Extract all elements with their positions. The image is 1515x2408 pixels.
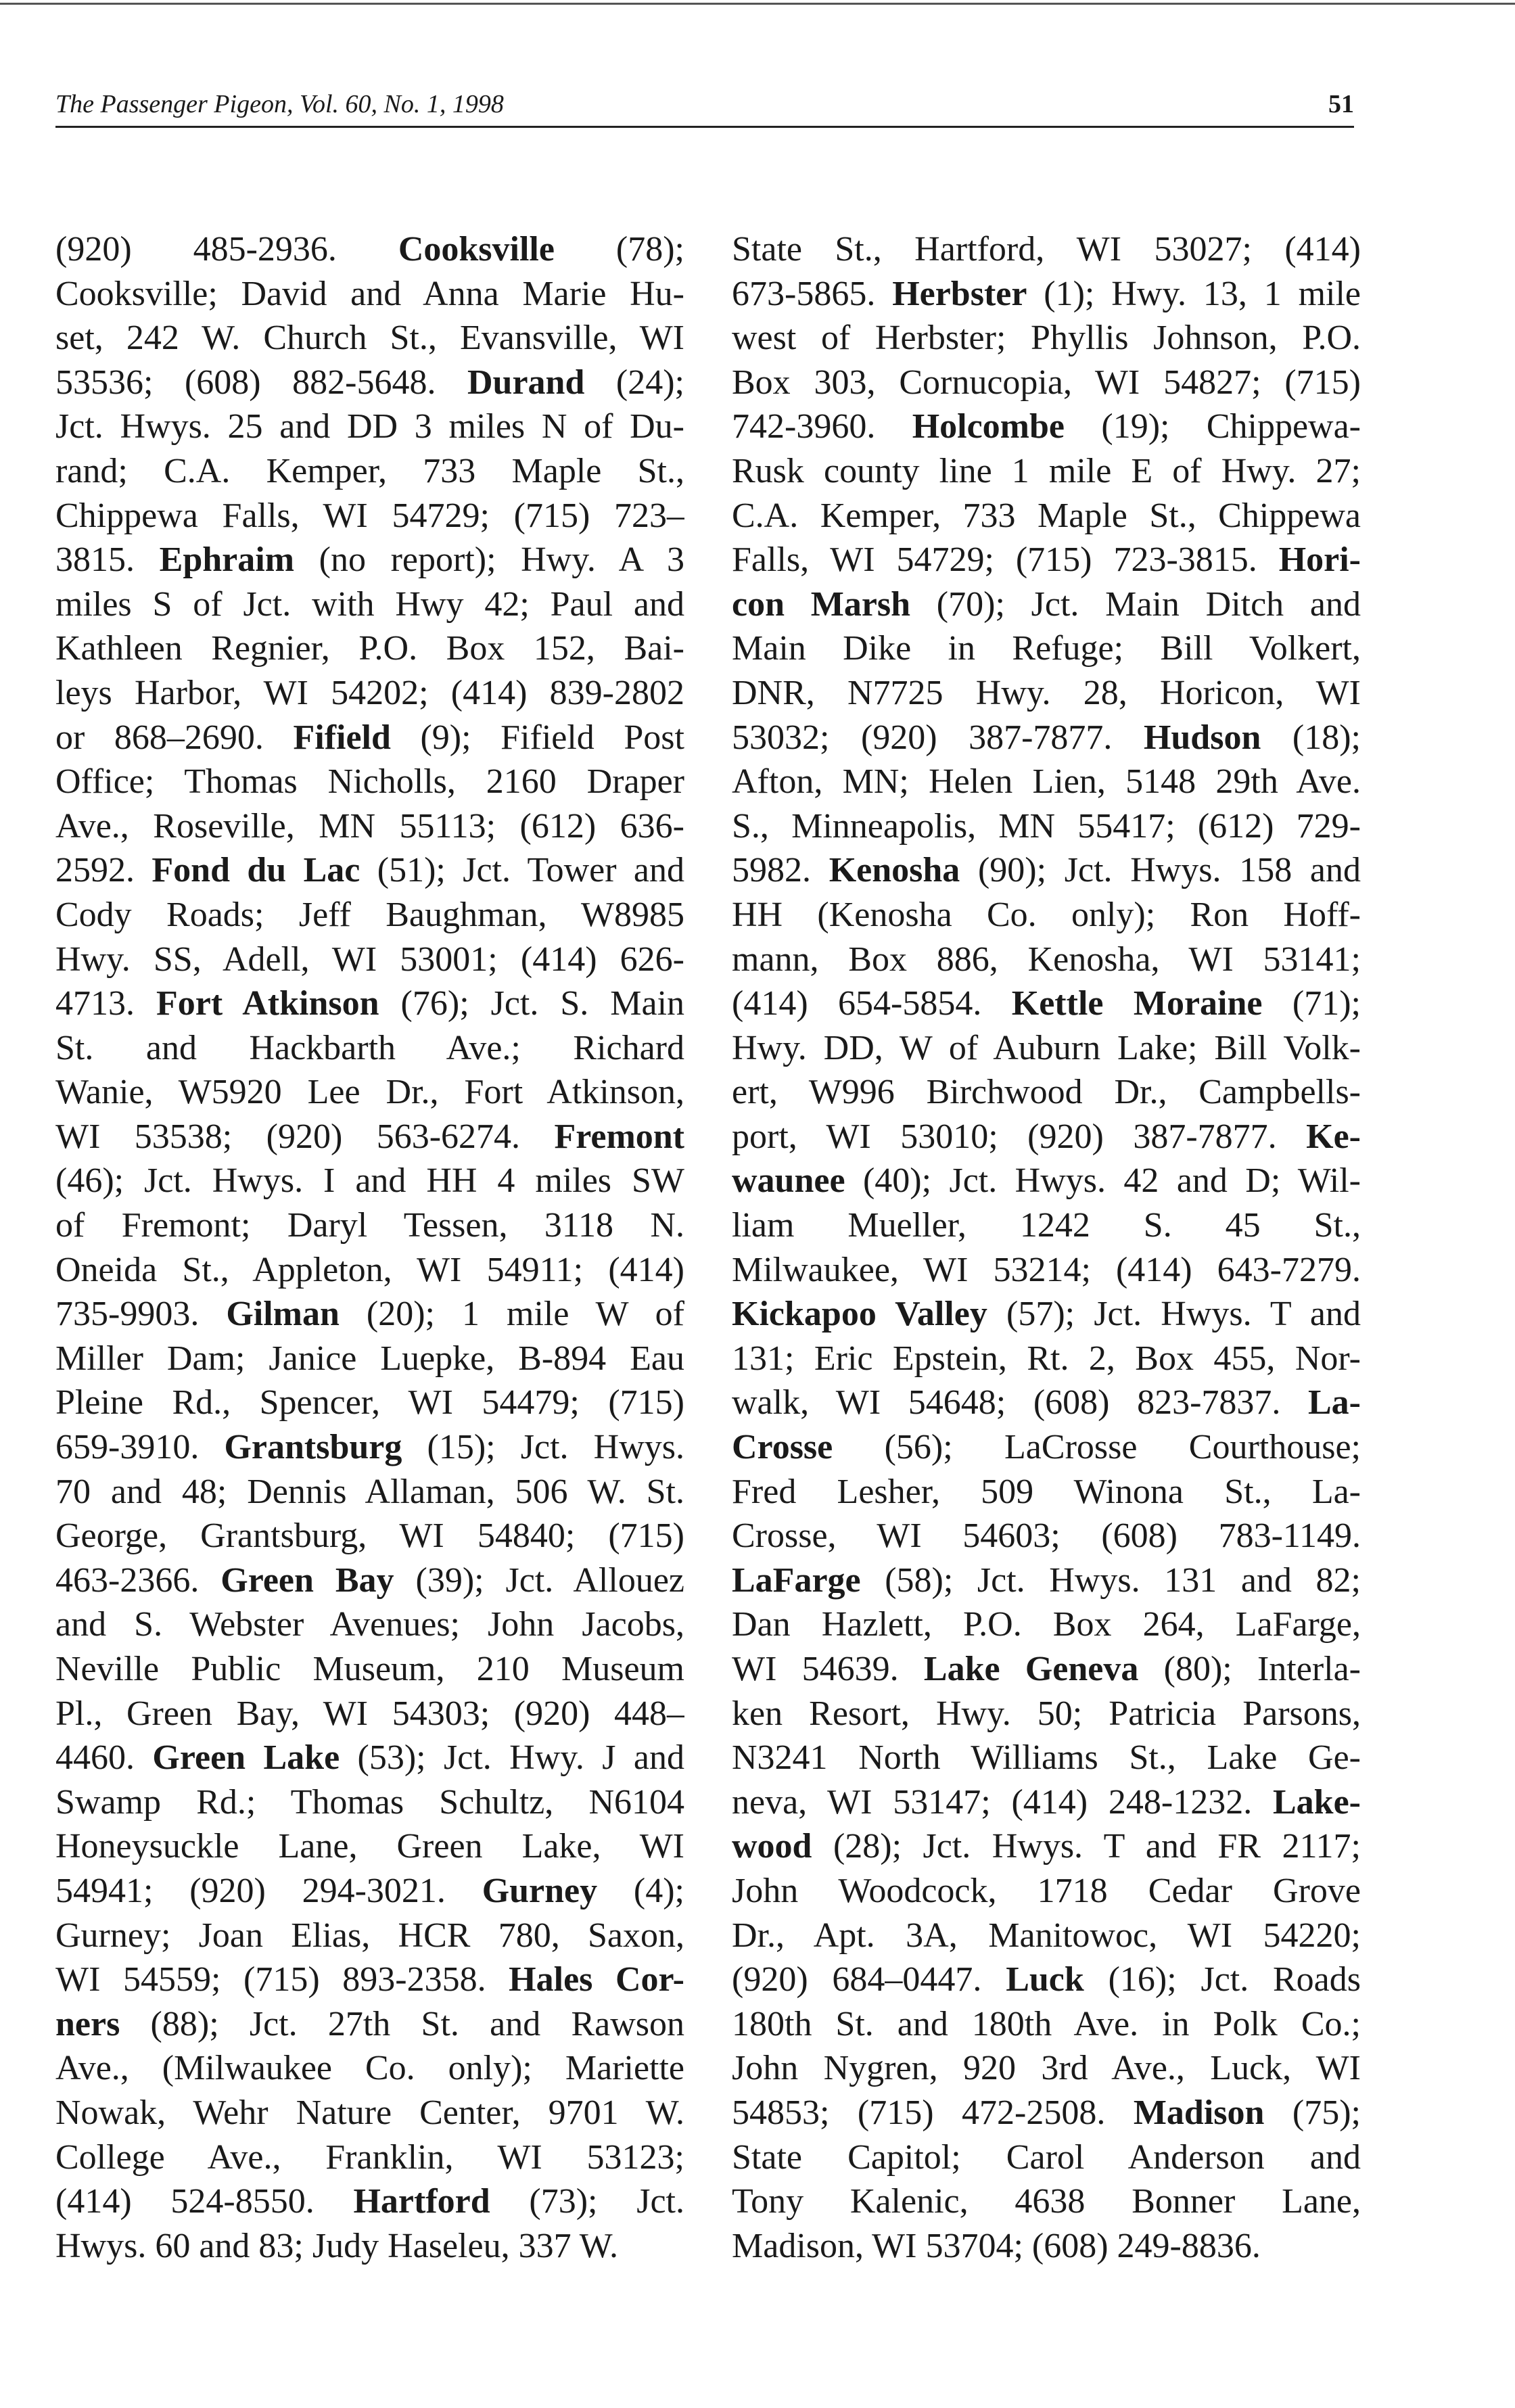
text-line <box>732 1070 1361 1115</box>
text-line <box>732 1558 1361 1603</box>
line-text: Main Dike in Refuge; Bill Volkert, <box>732 629 1361 668</box>
place-name: Ke- <box>1306 1117 1361 1156</box>
text-line <box>732 760 1361 804</box>
line-text: WI 54559; (715) 893-2358. <box>55 1960 509 1999</box>
line-text: Cody Roads; Jeff Baughman, W8985 <box>55 895 684 934</box>
place-name: wood <box>732 1827 812 1866</box>
line-text: Fred Lesher, 509 Winona St., La- <box>732 1472 1361 1511</box>
text-line <box>55 1470 684 1514</box>
line-text: 742-3960. <box>732 407 912 446</box>
text-line <box>55 626 684 671</box>
place-name: Lake Geneva <box>923 1650 1139 1688</box>
line-text: (46); Jct. Hwys. I and HH 4 miles SW <box>55 1161 684 1201</box>
place-name: La- <box>1308 1383 1361 1422</box>
text-line <box>55 937 684 982</box>
place-name: LaFarge <box>732 1560 861 1600</box>
place-name: Herbster <box>892 274 1027 313</box>
line-text: Cooksville; David and Anna Marie Hu- <box>55 274 684 313</box>
line-text: 673-5865. <box>732 274 893 313</box>
text-line <box>732 538 1361 582</box>
line-text: Neville Public Museum, 210 Museum <box>55 1650 684 1688</box>
text-line <box>55 1425 684 1470</box>
line-text: Box 303, Cornucopia, WI 54827; (715) <box>732 363 1361 402</box>
line-text: ert, W996 Birchwood Dr., Campbells- <box>732 1073 1361 1112</box>
line-text: Ave., Roseville, MN 55113; (612) 636- <box>55 806 684 846</box>
text-line <box>55 1514 684 1558</box>
line-text: Crosse, WI 54603; (608) 783-1149. <box>732 1516 1361 1556</box>
line-text: rand; C.A. Kemper, 733 Maple St., <box>55 451 684 490</box>
place-name: Crosse <box>732 1428 833 1467</box>
line-text: C.A. Kemper, 733 Maple St., Chippewa <box>732 496 1361 535</box>
line-text: Tony Kalenic, 4638 Bonner Lane, <box>732 2182 1361 2221</box>
line-text: HH (Kenosha Co. only); Ron Hoff- <box>732 895 1361 934</box>
text-line <box>55 1602 684 1647</box>
place-name: Holcombe <box>912 407 1065 446</box>
place-name: Kickapoo Valley <box>732 1295 987 1334</box>
text-line <box>55 2135 684 2180</box>
text-line <box>55 1558 684 1603</box>
text-line <box>732 1514 1361 1558</box>
line-text: 735-9903. <box>55 1295 227 1334</box>
text-line <box>732 404 1361 449</box>
text-line <box>732 1425 1361 1470</box>
line-text: N3241 North Williams St., Lake Ge- <box>732 1738 1361 1778</box>
line-text: Gurney; Joan Elias, HCR 780, Saxon, <box>55 1916 684 1955</box>
line-text: Office; Thomas Nicholls, 2160 Draper <box>55 762 684 802</box>
place-name: Gurney <box>482 1871 598 1910</box>
line-text: west of Herbster; Phyllis Johnson, P.O. <box>732 319 1361 358</box>
line-text: miles S of Jct. with Hwy 42; Paul and <box>55 584 684 624</box>
text-line <box>732 981 1361 1026</box>
place-name: Hudson <box>1143 718 1261 757</box>
text-line <box>732 1159 1361 1203</box>
line-text: 53032; (920) 387-7877. <box>732 718 1144 757</box>
text-line <box>55 1026 684 1071</box>
text-line <box>55 716 684 760</box>
line-text: set, 242 W. Church St., Evansville, WI <box>55 319 684 358</box>
line-text: (no report); Hwy. A 3 <box>294 540 684 580</box>
line-text: Rusk county line 1 mile E of Hwy. 27; <box>732 451 1361 490</box>
text-line <box>732 316 1361 361</box>
line-text: 54941; (920) 294-3021. <box>55 1871 482 1910</box>
line-text: (920) 485-2936. <box>55 230 398 269</box>
line-text: walk, WI 54648; (608) 823-7837. <box>732 1383 1308 1422</box>
text-line <box>732 1337 1361 1381</box>
text-line <box>732 848 1361 893</box>
line-text: neva, WI 53147; (414) 248-1232. <box>732 1782 1273 1822</box>
line-text: State St., Hartford, WI 53027; (414) <box>732 230 1361 269</box>
text-line <box>55 2224 684 2269</box>
line-text: (20); 1 mile W of <box>339 1295 684 1334</box>
journal-citation: The Passenger Pigeon, Vol. 60, No. 1, 1998 <box>55 90 504 118</box>
line-text: Oneida St., Appleton, WI 54911; (414) <box>55 1250 684 1289</box>
line-text: (78); <box>554 230 684 269</box>
line-text: College Ave., Franklin, WI 53123; <box>55 2137 684 2177</box>
text-line <box>732 1914 1361 1958</box>
text-line <box>732 227 1361 272</box>
text-line <box>55 1381 684 1425</box>
text-line <box>732 1692 1361 1736</box>
line-text: Kathleen Regnier, P.O. Box 152, Bai- <box>55 629 684 668</box>
place-name: Green Lake <box>152 1738 340 1778</box>
line-text: 3815. <box>55 540 160 580</box>
place-name: Fort Atkinson <box>156 984 379 1023</box>
line-text: (88); Jct. 27th St. and Rawson <box>120 2004 684 2043</box>
line-text: Milwaukee, WI 53214; (414) 643-7279. <box>732 1250 1361 1289</box>
line-text: Honeysuckle Lane, Green Lake, WI <box>55 1827 684 1866</box>
line-text: 180th St. and 180th Ave. in Polk Co.; <box>732 2004 1361 2043</box>
text-line <box>55 1780 684 1825</box>
line-text: of Fremont; Daryl Tessen, 3118 N. <box>55 1206 684 1245</box>
text-line <box>55 848 684 893</box>
line-text: (90); Jct. Hwys. 158 and <box>960 851 1361 890</box>
line-text: DNR, N7725 Hwy. 28, Horicon, WI <box>732 673 1361 712</box>
text-line <box>55 1914 684 1958</box>
line-text: (70); Jct. Main Ditch and <box>910 584 1361 624</box>
text-line <box>732 1780 1361 1825</box>
place-name: waunee <box>732 1161 845 1201</box>
line-text: Dr., Apt. 3A, Manitowoc, WI 54220; <box>732 1916 1361 1955</box>
text-line <box>732 671 1361 716</box>
line-text: Jct. Hwys. 25 and DD 3 miles N of Du- <box>55 407 684 446</box>
place-name: Grantsburg <box>224 1428 402 1467</box>
line-text: (15); Jct. Hwys. <box>402 1428 684 1467</box>
line-text: (56); LaCrosse Courthouse; <box>833 1428 1361 1467</box>
text-line <box>732 1470 1361 1514</box>
line-text: 463-2366. <box>55 1560 221 1600</box>
text-line <box>55 449 684 494</box>
line-text: George, Grantsburg, WI 54840; (715) <box>55 1516 684 1556</box>
place-name: Ephraim <box>159 540 295 580</box>
line-text: (51); Jct. Tower and <box>360 851 684 890</box>
text-line <box>732 937 1361 982</box>
line-text: or 868–2690. <box>55 718 294 757</box>
line-text: (57); Jct. Hwys. T and <box>987 1295 1361 1334</box>
line-text: Chippewa Falls, WI 54729; (715) 723– <box>55 496 684 535</box>
text-line <box>732 1115 1361 1159</box>
line-text: 4460. <box>55 1738 153 1778</box>
text-line <box>55 2002 684 2047</box>
line-text: (24); <box>584 363 684 402</box>
line-text: WI 54639. <box>732 1650 924 1688</box>
text-line <box>55 2046 684 2091</box>
text-line <box>732 2179 1361 2224</box>
line-text: (53); Jct. Hwy. J and <box>340 1738 684 1778</box>
line-text: leys Harbor, WI 54202; (414) 839-2802 <box>55 673 684 712</box>
line-text: (1); Hwy. 13, 1 mile <box>1027 274 1361 313</box>
text-line <box>732 893 1361 937</box>
line-text: WI 53538; (920) 563-6274. <box>55 1117 555 1156</box>
text-line <box>55 2091 684 2135</box>
line-text: Pleine Rd., Spencer, WI 54479; (715) <box>55 1383 684 1422</box>
place-name: Durand <box>467 363 585 402</box>
text-line <box>55 494 684 538</box>
place-name: Fremont <box>554 1117 684 1156</box>
line-text: 5982. <box>732 851 829 890</box>
text-line <box>732 582 1361 627</box>
text-line <box>732 2046 1361 2091</box>
place-name: Luck <box>1006 1960 1084 1999</box>
text-line <box>55 981 684 1026</box>
text-line <box>55 2179 684 2224</box>
line-text: 4713. <box>55 984 156 1023</box>
line-text: mann, Box 886, Kenosha, WI 53141; <box>732 940 1361 979</box>
line-text: Hwy. DD, W of Auburn Lake; Bill Volk- <box>732 1028 1361 1067</box>
text-line <box>55 1070 684 1115</box>
line-text: Hwy. SS, Adell, WI 53001; (414) 626- <box>55 940 684 979</box>
line-text: Falls, WI 54729; (715) 723-3815. <box>732 540 1279 580</box>
place-name: Lake- <box>1273 1782 1361 1822</box>
text-line <box>732 2224 1361 2269</box>
line-text: Ave., (Milwaukee Co. only); Mariette <box>55 2049 684 2088</box>
place-name: Kettle Moraine <box>1011 984 1263 1023</box>
text-line <box>55 893 684 937</box>
place-name: ners <box>55 2004 120 2043</box>
line-text: (58); Jct. Hwys. 131 and 82; <box>860 1560 1361 1600</box>
place-name: Fifield <box>293 718 391 757</box>
text-line <box>55 1692 684 1736</box>
line-text: (75); <box>1264 2093 1361 2132</box>
line-text: and S. Webster Avenues; John Jacobs, <box>55 1605 684 1644</box>
text-line <box>732 1292 1361 1337</box>
text-line <box>732 804 1361 849</box>
place-name: Cooksville <box>398 230 555 269</box>
line-text: S., Minneapolis, MN 55417; (612) 729- <box>732 806 1361 846</box>
text-line <box>732 1647 1361 1692</box>
line-text: ken Resort, Hwy. 50; Patricia Parsons, <box>732 1694 1361 1733</box>
line-text: Afton, MN; Helen Lien, 5148 29th Ave. <box>732 762 1361 802</box>
text-line <box>55 538 684 582</box>
line-text: (80); Interla- <box>1138 1650 1361 1688</box>
line-text: (920) 684–0447. <box>732 1960 1006 1999</box>
page-number: 51 <box>1328 90 1354 118</box>
line-text: port, WI 53010; (920) 387-7877. <box>732 1117 1307 1156</box>
top-edge-rule <box>0 3 1515 5</box>
text-line <box>55 1869 684 1914</box>
text-line <box>55 1248 684 1293</box>
text-line <box>732 1248 1361 1293</box>
line-text: (4); <box>597 1871 684 1910</box>
line-text: (73); Jct. <box>490 2182 684 2221</box>
line-text: 53536; (608) 882-5648. <box>55 363 467 402</box>
text-line <box>732 1602 1361 1647</box>
text-line <box>732 1869 1361 1914</box>
line-text: (414) 524-8550. <box>55 2182 354 2221</box>
text-line <box>55 804 684 849</box>
text-line <box>55 1292 684 1337</box>
place-name: Kenosha <box>829 851 960 890</box>
text-line <box>55 582 684 627</box>
place-name: Gilman <box>226 1295 340 1334</box>
line-text: 659-3910. <box>55 1428 225 1467</box>
text-line <box>732 494 1361 538</box>
place-name: Green Bay <box>220 1560 394 1600</box>
place-name: Hales Cor- <box>509 1960 684 1999</box>
text-line <box>55 1647 684 1692</box>
line-text: Pl., Green Bay, WI 54303; (920) 448– <box>55 1694 684 1733</box>
text-line <box>55 1159 684 1203</box>
line-text: Nowak, Wehr Nature Center, 9701 W. <box>55 2093 684 2132</box>
line-text: (414) 654-5854. <box>732 984 1012 1023</box>
text-line <box>732 1736 1361 1780</box>
text-line <box>732 2135 1361 2180</box>
text-line <box>732 1026 1361 1071</box>
line-text: (71); <box>1262 984 1361 1023</box>
line-text: John Nygren, 920 3rd Ave., Luck, WI <box>732 2049 1361 2088</box>
line-text: (9); Fifield Post <box>390 718 684 757</box>
line-text: (39); Jct. Allouez <box>394 1560 684 1600</box>
line-text: State Capitol; Carol Anderson and <box>732 2137 1361 2177</box>
text-line <box>55 1203 684 1248</box>
line-text: 2592. <box>55 851 152 890</box>
place-name: Fond du Lac <box>152 851 360 890</box>
text-line <box>732 716 1361 760</box>
text-line <box>732 2091 1361 2135</box>
text-line <box>55 1115 684 1159</box>
text-line <box>55 1736 684 1780</box>
left-text-column <box>55 227 684 2351</box>
text-line <box>732 361 1361 405</box>
line-text: Hwys. 60 and 83; Judy Haseleu, 337 W. <box>55 2226 618 2265</box>
line-text: (18); <box>1261 718 1361 757</box>
text-line <box>55 227 684 272</box>
line-text: (76); Jct. S. Main <box>379 984 684 1023</box>
text-line <box>732 449 1361 494</box>
line-text: Wanie, W5920 Lee Dr., Fort Atkinson, <box>55 1073 684 1112</box>
text-line <box>55 361 684 405</box>
place-name: con Marsh <box>732 584 911 624</box>
line-text: Dan Hazlett, P.O. Box 264, LaFarge, <box>732 1605 1361 1644</box>
line-text: liam Mueller, 1242 S. 45 St., <box>732 1206 1361 1245</box>
right-text-column <box>732 227 1361 2351</box>
text-line <box>55 1337 684 1381</box>
text-line <box>55 272 684 317</box>
line-text: Miller Dam; Janice Luepke, B-894 Eau <box>55 1339 684 1378</box>
line-text: (40); Jct. Hwys. 42 and D; Wil- <box>845 1161 1361 1201</box>
place-name: Hori- <box>1278 540 1361 580</box>
line-text: (16); Jct. Roads <box>1083 1960 1361 1999</box>
text-line <box>732 1824 1361 1869</box>
text-line <box>732 1958 1361 2002</box>
line-text: (28); Jct. Hwys. T and FR 2117; <box>812 1827 1361 1866</box>
line-text: 131; Eric Epstein, Rt. 2, Box 455, Nor- <box>732 1339 1361 1378</box>
text-line <box>55 1958 684 2002</box>
text-line <box>55 760 684 804</box>
text-line <box>732 1203 1361 1248</box>
line-text: 54853; (715) 472-2508. <box>732 2093 1134 2132</box>
text-line <box>55 1824 684 1869</box>
line-text: Swamp Rd.; Thomas Schultz, N6104 <box>55 1782 684 1822</box>
text-line <box>732 272 1361 317</box>
text-line <box>55 316 684 361</box>
place-name: Hartford <box>353 2182 490 2221</box>
line-text: Madison, WI 53704; (608) 249-8836. <box>732 2226 1261 2265</box>
text-line <box>55 404 684 449</box>
text-line <box>55 671 684 716</box>
line-text: John Woodcock, 1718 Cedar Grove <box>732 1871 1361 1910</box>
text-line <box>732 2002 1361 2047</box>
line-text: 70 and 48; Dennis Allaman, 506 W. St. <box>55 1472 684 1511</box>
running-head <box>55 85 1354 128</box>
line-text: St. and Hackbarth Ave.; Richard <box>55 1028 684 1067</box>
text-line <box>732 626 1361 671</box>
place-name: Madison <box>1133 2093 1265 2132</box>
text-line <box>732 1381 1361 1425</box>
line-text: (19); Chippewa- <box>1065 407 1361 446</box>
